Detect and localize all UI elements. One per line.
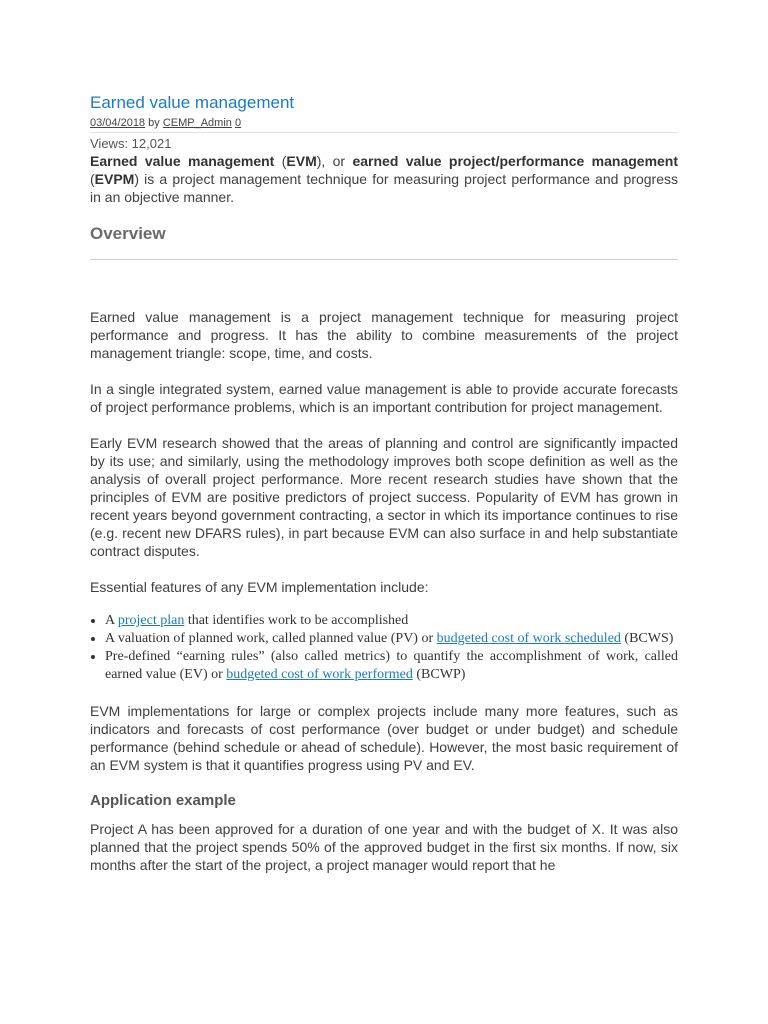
views-count: Views: 12,021 (90, 136, 172, 151)
by-label: by (148, 117, 160, 129)
intro-or: ), or (316, 153, 346, 169)
comments-count-link[interactable]: 0 (234, 117, 242, 129)
overview-paragraph-3: Early EVM research showed that the areas of planning and control are significantly impacted by its use; and similarly, using the methodology improves both scope definition as well as the analysis of overall project performance. More recent research studies have shown that the principles of EVM are positive predictors of project success. Popularity of EVM has grown in recent years beyond government contracting, a sector in which its importance continues to rise (e.g. recent new DFARS rules), in part because EVM can also surface in and help substantiate contract disputes. (90, 435, 678, 559)
overview-heading: Overview (90, 224, 166, 243)
overview-paragraph-2: In a single integrated system, earned value management is able to provide accurate forecasts of project performance problems, which is an important contribution for project management. (90, 381, 678, 415)
list-item: • A project plan that identifies work to be accomplished (105, 612, 678, 630)
author-link[interactable]: CEMP_Admin (162, 117, 232, 129)
abbr-evpm: EVPM (94, 171, 135, 187)
project-plan-link[interactable]: project plan (117, 613, 185, 628)
intro-pm-term: project management (172, 171, 302, 187)
bcwp-link[interactable]: budgeted cost of work performed (226, 667, 413, 682)
term-evpm: earned value project/performance management (352, 153, 679, 169)
list-item: • Pre-defined “earning rules” (also called metrics) to quantify the accomplishment of work, called earned value (EV) or budgeted cost of work performed (BCWP) (105, 648, 678, 684)
abbr-evm: EVM (286, 153, 317, 169)
article-meta (90, 116, 678, 133)
application-paragraph-1: Project A has been approved for a duration of one year and with the budget of X. It was also planned that the project spends 50% of the approved budget in the first six months. If now, six months after the start of the project, a project manager would report that he (90, 821, 678, 873)
list-item: • A valuation of planned work, called planned value (PV) or budgeted cost of work scheduled (BCWS) (105, 630, 678, 648)
article-title: Earned value management (90, 93, 295, 112)
section-divider (90, 259, 678, 260)
bcws-link[interactable]: budgeted cost of work scheduled (436, 631, 621, 646)
post-date-link[interactable]: 03/04/2018 (90, 117, 146, 129)
overview-paragraph-1: Earned value management is a project management technique for measuring project performance and progress. It has the ability to combine measurements of the project management triangle: scope, time, and costs. (90, 309, 678, 361)
article (90, 92, 678, 874)
intro-rest: technique for measuring project performance and progress in an objective manner. (90, 171, 678, 205)
application-heading: Application example (90, 792, 236, 809)
overview-paragraph-5: EVM implementations for large or complex projects include many more features, such as indicators and forecasts of cost performance (over budget or under budget) and schedule performance (behind schedule or ahead of schedule). However, the most basic requirement of an EVM system is that it quantifies progress using PV and EV. (90, 703, 678, 773)
overview-paragraph-4: Essential features of any EVM implementation include: (90, 579, 429, 595)
intro-paragraph: Earned value management (EVM), or earned value project/performance management (EVPM) is a project management technique for measuring project performance and progress in an objective manner. (90, 153, 679, 205)
features-list (0, 612, 678, 684)
term-evm: Earned value management (90, 153, 275, 169)
intro-is-a: ) is a (134, 171, 168, 187)
